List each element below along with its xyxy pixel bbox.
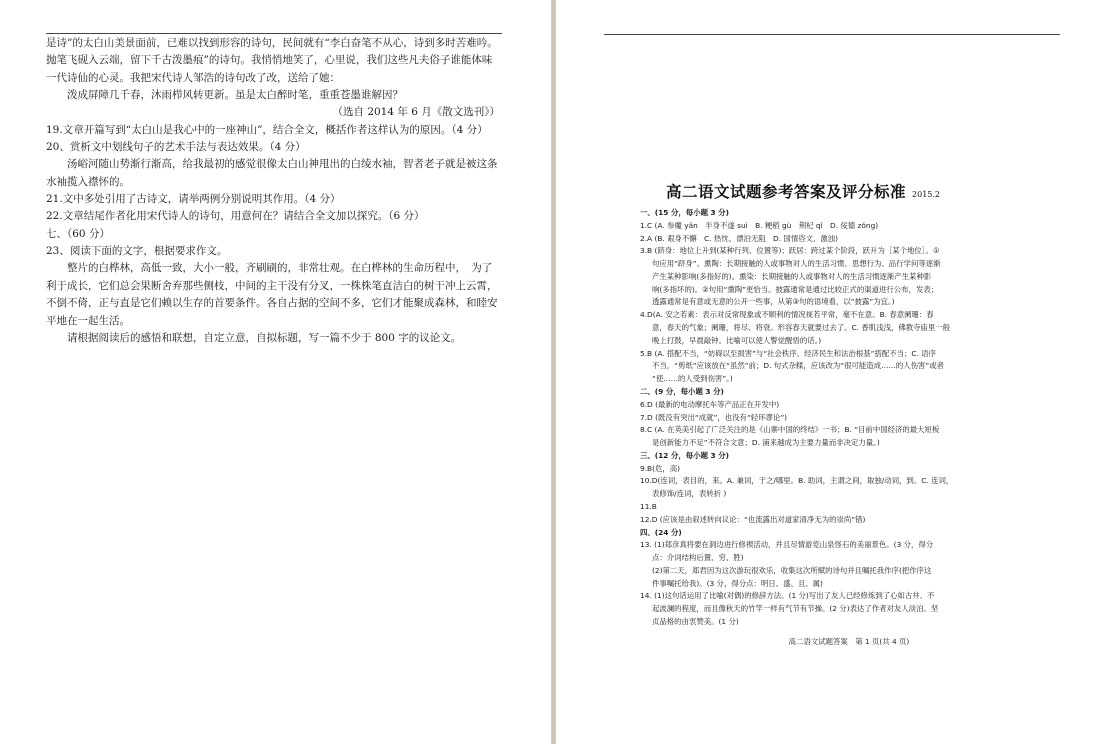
answer-line: 句应用“跻身”。熏陶：长期接触的人或事物对人的生活习惯、思想行为、品行学问等逐渐: [652, 259, 941, 269]
top-rule: [604, 34, 1060, 35]
top-rule: [46, 33, 502, 34]
answer-line: 透露通常是有意或无意的公开一些事，从第③句的语境看，以“披露”为宜。): [652, 297, 895, 307]
answer-line: 产生某种影响(多指好的)。熏染：长期接触的人或事物对人的生活习惯逐渐产生某种影: [652, 271, 932, 281]
question-23: 23、阅读下面的文字，根据要求作文。: [46, 245, 228, 258]
answer-line: 11.B: [640, 501, 657, 511]
question-22: 22.文章结尾作者化用宋代诗人的诗句，用意何在？请结合全文加以探究。（6 分）: [46, 210, 425, 223]
answer-line: 是创新能力不足”不符合文意；D. 浦来越成为主要力量而非决定力量。): [652, 438, 880, 448]
question-19: 19.文章开篇写到“太白山是我心中的一座神山”，结合全文，概括作者这样认为的原因。（4 分）: [46, 123, 488, 136]
essay-prompt-line: 利于成长，它们总会果断舍弃那些侧枝，中间的主干没有分叉，一株株笔直洁白的树干冲上云霄，: [46, 279, 498, 292]
essay-prompt-line: 整片的白桦林，高低一致，大小一般，齐刷刷的，非常壮观。在白桦林的生命历程中， 为了: [67, 262, 493, 275]
section-heading: 三、(12 分，每小题 3 分): [640, 450, 730, 460]
answer-line: 13. (1)郑彦真将要在洞边进行修禊活动，并且尽情游览山泉怪石的美丽景色。(3 分，得分: [640, 540, 934, 550]
text-line: 是诗”的太白山美景面前，已难以找到形容的诗句，民间就有“李白奋笔不从心，诗到多时苦难吟。: [46, 37, 498, 49]
text-line: 抛笔飞砚入云端，留下千古泼墨痕”的诗句。我悄悄地笑了，心里说，我们这些凡夫俗子谁能体味: [46, 54, 493, 67]
answer-line: 不当，“剪纸”应该放在“虽然”前；D. 句式杂糅，应该改为“很可能造成……的人伤害”或者: [652, 361, 945, 371]
text-line: 一代诗仙的心灵。我把宋代诗人邹浩的诗句改了改，送给了她：: [46, 71, 340, 84]
answer-line: 1.C (A. 参魔 yǎn 半身不遂 suì B. 粳稻 gù 荆杞 qǐ D. 佞德 zǒng): [640, 220, 879, 230]
answer-line: 9.B(危，高): [640, 463, 681, 473]
answer-line: 点：介词结构后置、穷、胜): [652, 553, 744, 563]
essay-prompt-line: 不倒不倚，正与直是它们赖以生存的首要条件。各自占据的空间不多，它们才能聚成森林，和睦安: [46, 297, 498, 310]
answer-line: 6.D (最新的电动摩托车等产品正在开发中): [640, 399, 780, 409]
answer-line: 14. (1)这句话运用了比喻(对偶)的修辞方法。(1 分)写出了友人已经修炼到了心如古井、不: [640, 591, 935, 601]
left-page: [0, 0, 551, 744]
answer-line: 响(多指坏的)。②句用“熏陶”更恰当。披露通常是通过比较正式的渠道进行公布，发表；: [652, 284, 939, 294]
title-date: 2015.2: [912, 190, 941, 199]
left-page-text: [46, 35, 504, 347]
essay-prompt-line: 平地在一起生活。: [46, 314, 130, 327]
answer-line: 3.B (跻身：地位上升到(某种行列、位置等)；跃居：跨过某个阶段，跃升为［某个地位］。①: [640, 246, 940, 256]
answer-line: 起波澜的程度，而且像秋天的竹竿一样有气节有节操。(2 分)表达了作者对友人淡泊、坚: [652, 604, 939, 614]
answer-key-body: [640, 207, 1058, 629]
answer-line: 7.D (既没有突出“成就”，也没有“轻环谬论”): [640, 412, 788, 422]
section-heading: 一、(15 分，每小题 3 分): [640, 208, 730, 217]
essay-instruction: 请根据阅读后的感悟和联想，自定立意，自拟标题，写一篇不少于 800 字的议论文。: [67, 331, 462, 344]
answer-line: 8.C (A. 在英美引起了广泛关注的是《山寨中国的终结》一书；B. “目前中国经济的最大短板: [640, 425, 940, 435]
answer-line: 表修饰/连词，表转折 ): [652, 489, 727, 499]
answer-line: 2.A (B. 艰身不懈 C. 热忱、漂泊无阻 D. 国情咨文、激浊): [640, 233, 839, 243]
title-text: 高二语文试题参考答案及评分标准: [666, 182, 907, 201]
answer-line: 件事嘱托给我)。(3 分，得分点：明日、盛、且、属): [652, 578, 823, 588]
quoted-sentence: 汤峪河随山势渐行渐高，给我最初的感觉很像太白山神甩出的白绫水袖，智者老子就是被这条: [67, 158, 498, 171]
right-page: [556, 0, 1107, 744]
answer-key-title: [666, 180, 1006, 202]
answer-line: “使……的人受到伤害”。): [652, 374, 733, 384]
page-footer: 高二语文试题答案 第 1 页(共 4 页): [788, 637, 910, 646]
answer-line: 12.D (应该是由叙述转向议论：“也流露出对道家清净无为的崇尚”错): [640, 514, 866, 524]
question-21: 21.文中多处引用了古诗文，请举两例分别说明其作用。（4 分）: [46, 193, 341, 206]
answer-line: 5.B (A. 搭配不当，“妨碍以至损害”与“社会秩序、经济民生和法治根基”搭配不当；C. 语序: [640, 348, 937, 358]
answer-line: 晚上打鼓，早晨敲钟。比喻可以使人警觉醒悟的话。): [652, 335, 822, 345]
answer-line: 4.D(A. 安之若素：表示对反常现象或不顺利的情况视若平常，毫不在意。B. 春意阑珊：春: [640, 310, 934, 320]
section-heading: 四、(24 分): [640, 527, 682, 537]
section-seven: 七、（60 分）: [46, 227, 110, 240]
source-citation: （选自 2014 年 6 月《散文选刊》）: [332, 106, 500, 119]
question-20: 20、赏析文中划线句子的艺术手法与表达效果。（4 分）: [46, 141, 306, 154]
poem-line: 泼成屏障几千春，沐雨栉风转更新。虽是太白醉时笔，重重苍墨谁解因？: [67, 89, 403, 102]
answer-line: (2)第二天，郑君因为这次游玩很欢乐，收集这次所赋的诗句并且嘱托我作序(把作序这: [652, 565, 932, 575]
answer-line: 贞品格的由衷赞美。(1 分): [652, 617, 739, 626]
answer-line: 10.D(连词，表目的，来。A. 兼词，于之/哪里。B. 助词，主谓之间，取独/动词，到。C. 连词，: [640, 476, 954, 486]
section-heading: 二、(9 分，每小题 3 分): [640, 386, 724, 396]
quoted-sentence-cont: 水袖揽入襟怀的。: [46, 175, 130, 188]
answer-line: 意，春天的气象；阑珊，将尽、将衰。形容春天就要过去了。C. 香肌浅浅，佛教寺庙里一般: [652, 323, 951, 333]
